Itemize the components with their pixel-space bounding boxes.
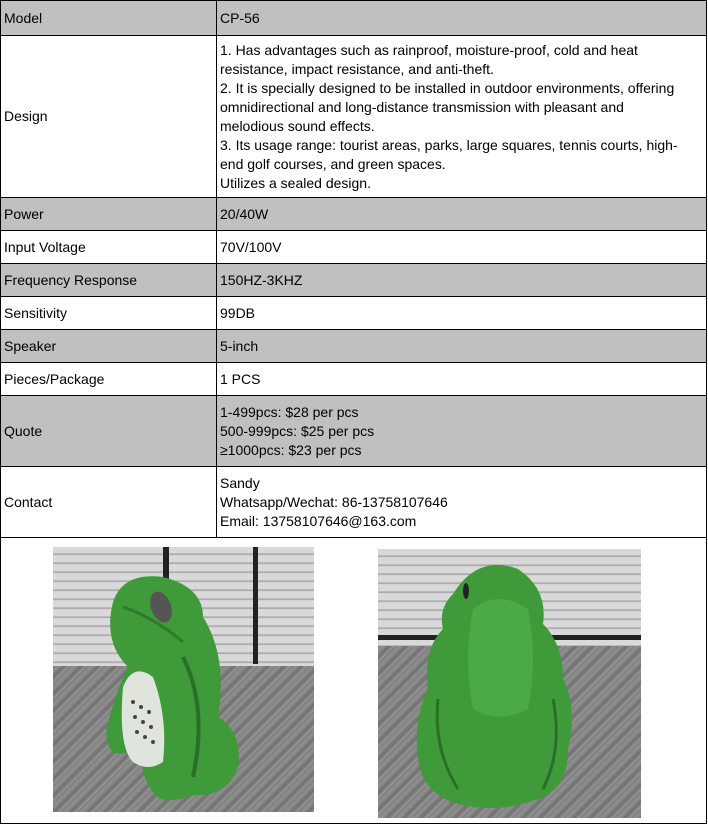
- row-contact: [1, 467, 707, 538]
- value-speaker: 5-inch: [217, 330, 707, 363]
- product-photo-front: [53, 547, 314, 812]
- value-frequency-response: 150HZ-3KHZ: [217, 264, 707, 297]
- quote-tier: 500-999pcs: $25 per pcs: [220, 422, 375, 439]
- product-photo-back: [378, 549, 641, 818]
- label-model: Model: [1, 1, 217, 36]
- label-contact: Contact: [1, 467, 217, 538]
- value-design: [217, 36, 707, 198]
- row-product-images: [1, 538, 707, 824]
- row-design: [1, 36, 707, 198]
- images-cell: [1, 538, 707, 824]
- row-quote: [1, 396, 707, 467]
- model-value-text: CP-56: [220, 9, 260, 26]
- label-design: Design: [1, 36, 217, 198]
- contact-name: Sandy: [220, 474, 260, 491]
- row-pieces-package: [1, 363, 707, 396]
- label-pieces-package: Pieces/Package: [1, 363, 217, 396]
- label-power: Power: [1, 198, 217, 231]
- value-pieces-package: 1 PCS: [217, 363, 707, 396]
- label-sensitivity: Sensitivity: [1, 297, 217, 330]
- design-line: omnidirectional and long-distance transmission with pleasant and: [220, 98, 624, 115]
- frog-speaker-front-image: [53, 547, 314, 812]
- value-model: [217, 1, 707, 36]
- value-sensitivity: 99DB: [217, 297, 707, 330]
- design-line: 2. It is specially designed to be installed in outdoor environments, offering: [220, 79, 675, 96]
- row-input-voltage: [1, 231, 707, 264]
- label-quote: Quote: [1, 396, 217, 467]
- row-speaker: [1, 330, 707, 363]
- design-line: melodious sound effects.: [220, 117, 375, 134]
- label-input-voltage: Input Voltage: [1, 231, 217, 264]
- value-quote: [217, 396, 707, 467]
- design-line: 1. Has advantages such as rainproof, moisture-proof, cold and heat: [220, 41, 638, 58]
- value-input-voltage: 70V/100V: [217, 231, 707, 264]
- contact-email: Email: 13758107646@163.com: [220, 512, 417, 529]
- row-power: [1, 198, 707, 231]
- design-line: end golf courses, and green spaces.: [220, 155, 446, 172]
- quote-tier: ≥1000pcs: $23 per pcs: [220, 441, 362, 458]
- design-line: resistance, impact resistance, and anti-theft.: [220, 60, 494, 77]
- design-line: 3. Its usage range: tourist areas, parks, large squares, tennis courts, high-: [220, 136, 678, 153]
- design-line: Utilizes a sealed design.: [220, 174, 371, 191]
- quote-tier: 1-499pcs: $28 per pcs: [220, 403, 359, 420]
- row-frequency-response: [1, 264, 707, 297]
- value-contact: [217, 467, 707, 538]
- frog-speaker-back-image: [378, 549, 641, 818]
- value-power: 20/40W: [217, 198, 707, 231]
- contact-phone: Whatsapp/Wechat: 86-13758107646: [220, 493, 448, 510]
- row-sensitivity: [1, 297, 707, 330]
- label-frequency-response: Frequency Response: [1, 264, 217, 297]
- label-speaker: Speaker: [1, 330, 217, 363]
- row-model: [1, 1, 707, 36]
